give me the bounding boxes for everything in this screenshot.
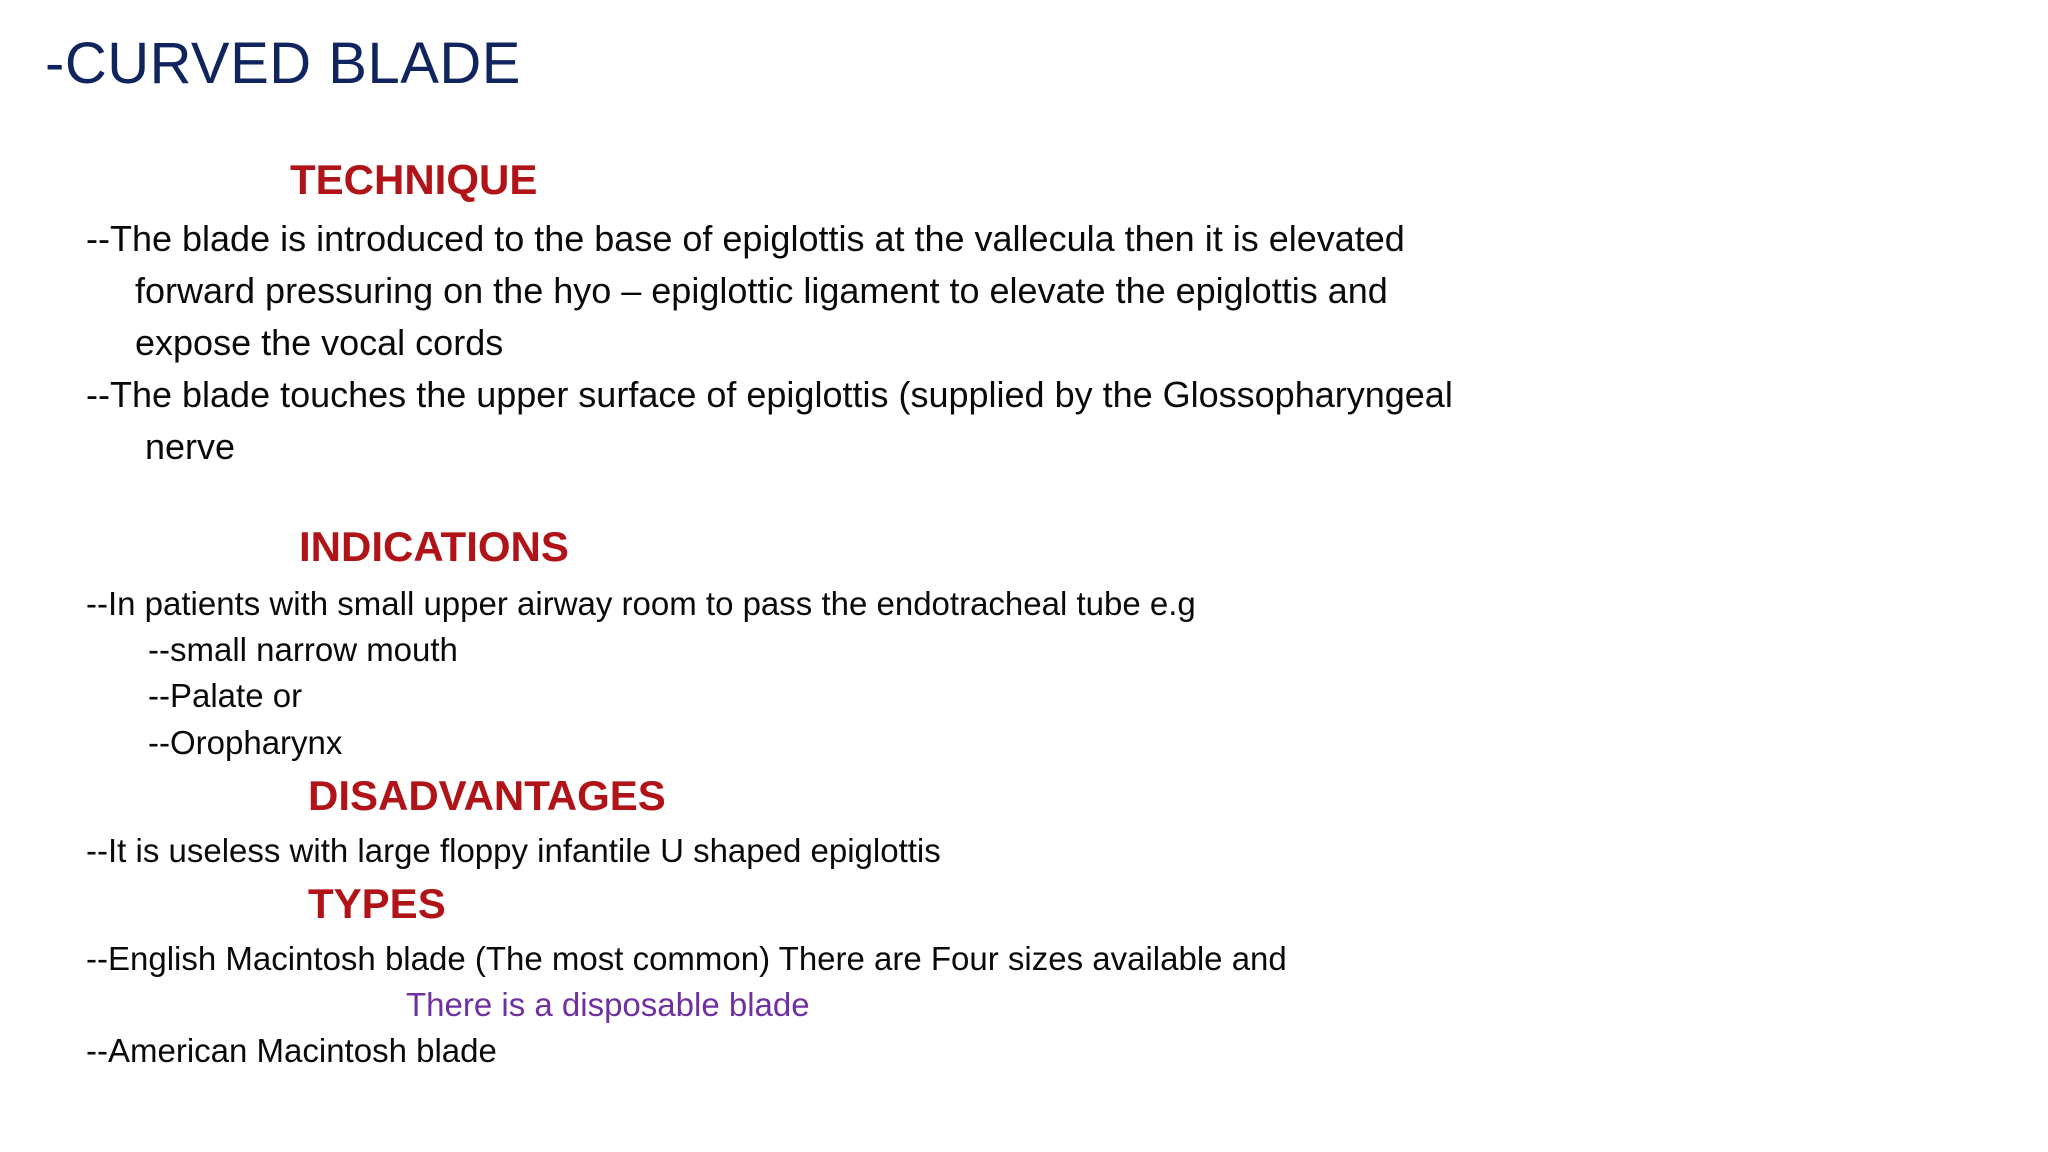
technique-line-4: --The blade touches the upper surface of epiglottis (supplied by the Glossopharyngeal (86, 374, 1453, 415)
indications-line-2: --small narrow mouth (148, 631, 458, 668)
indications-line-1: --In patients with small upper airway room to pass the endotracheal tube e.g (86, 585, 1196, 622)
types-line-1: --English Macintosh blade (The most common) There are Four sizes available and (86, 940, 1287, 977)
disadvantages-line-1: --It is useless with large floppy infantile U shaped epiglottis (86, 832, 941, 869)
technique-line-2: forward pressuring on the hyo – epiglottic ligament to elevate the epiglottis and (135, 270, 1388, 311)
indications-line-3: --Palate or (148, 677, 303, 714)
slide-title: -CURVED BLADE (45, 31, 521, 96)
technique-line-3: expose the vocal cords (135, 322, 504, 363)
technique-line-1: --The blade is introduced to the base of epiglottis at the vallecula then it is elevated (86, 218, 1405, 259)
disadvantages-heading: DISADVANTAGES (308, 772, 666, 819)
types-note-disposable: There is a disposable blade (406, 986, 810, 1023)
technique-line-5: nerve (145, 426, 236, 467)
types-heading: TYPES (308, 880, 446, 927)
indications-line-4: --Oropharynx (148, 724, 343, 761)
indications-heading: INDICATIONS (299, 523, 569, 570)
technique-heading: TECHNIQUE (290, 156, 538, 203)
types-line-2: --American Macintosh blade (86, 1032, 497, 1069)
